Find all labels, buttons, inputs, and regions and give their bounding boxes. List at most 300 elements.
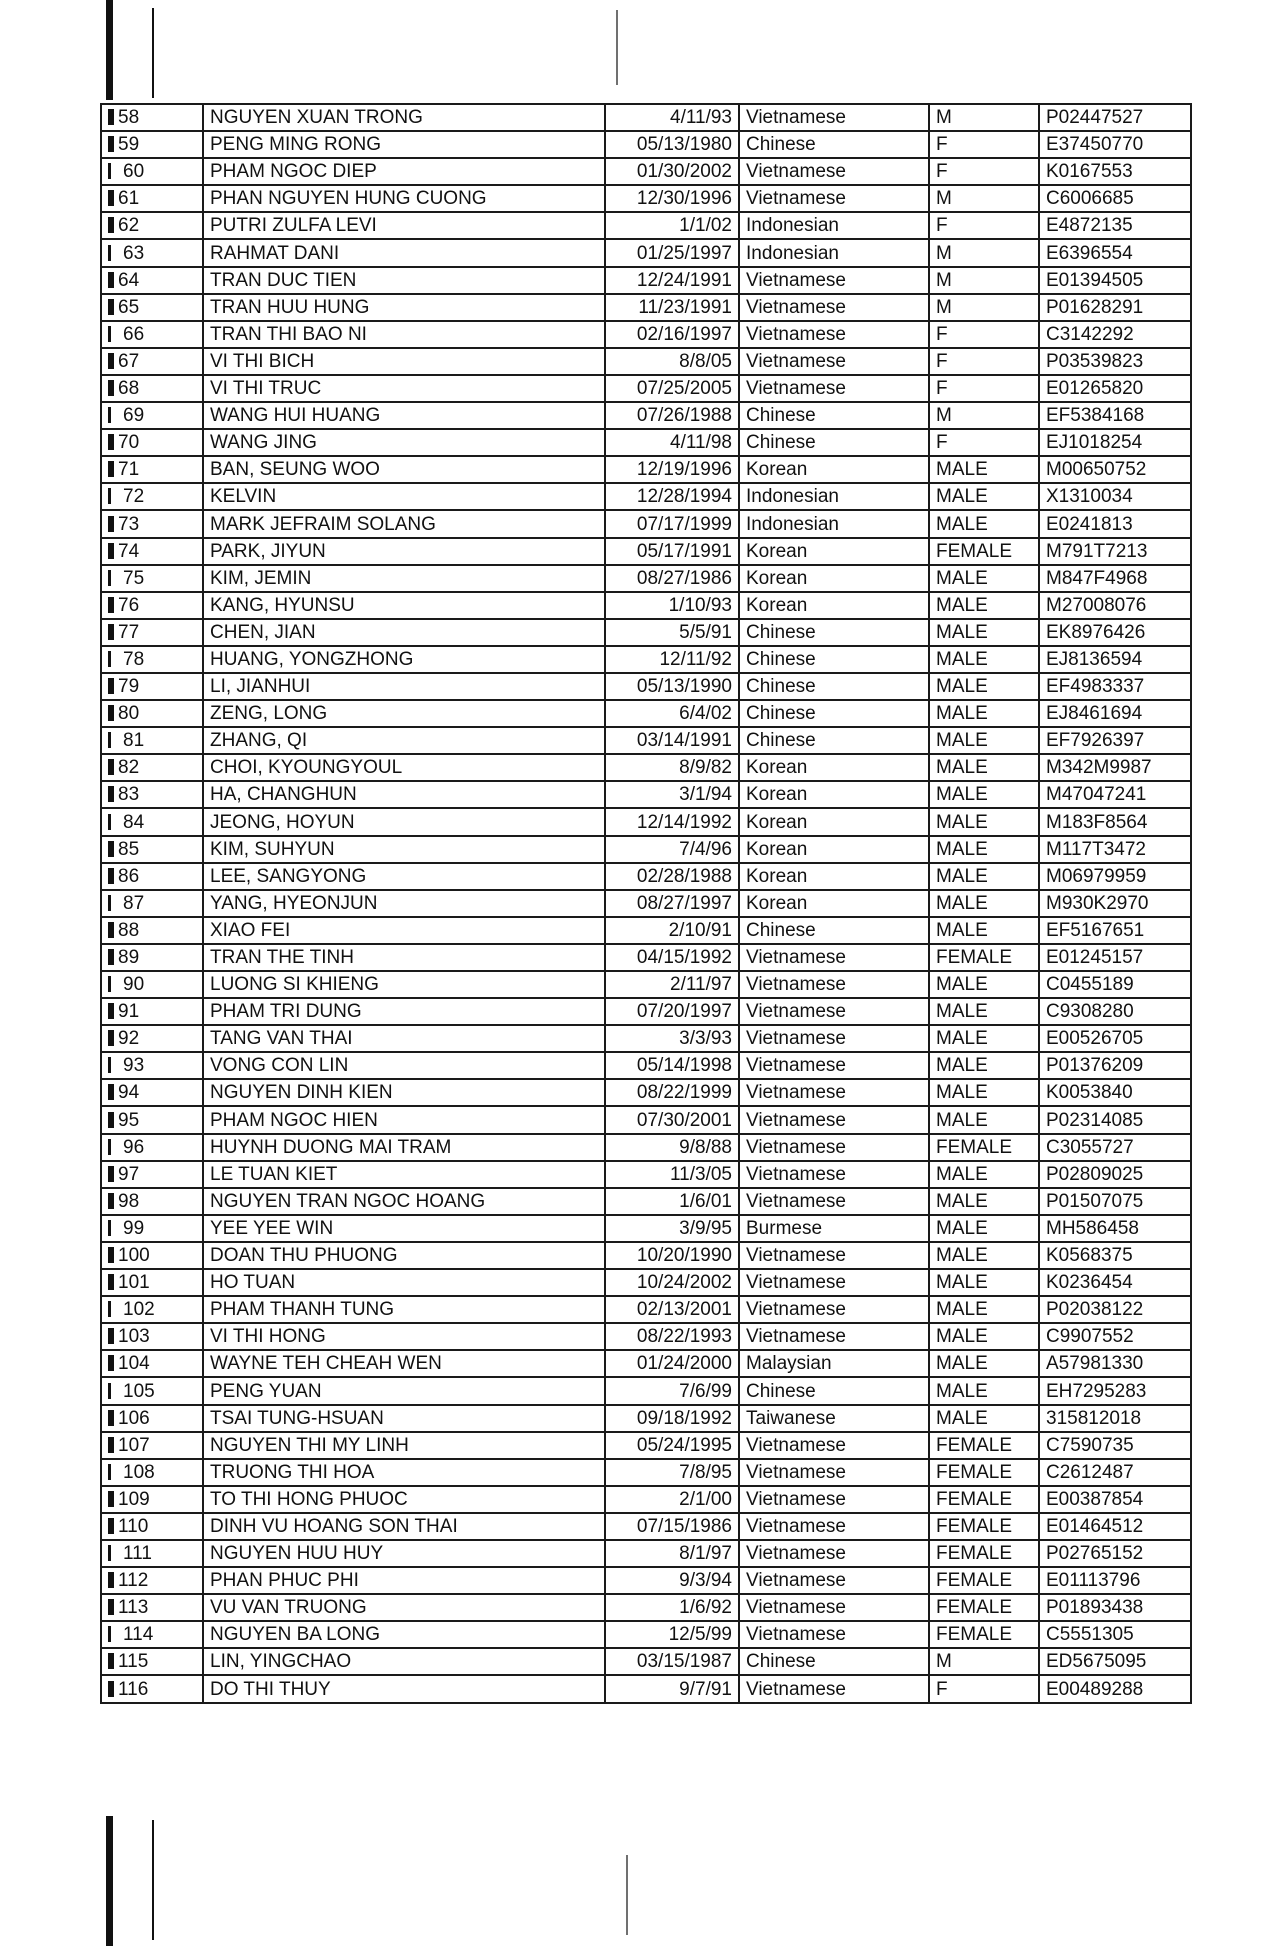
row-number-cell xyxy=(101,483,203,510)
date-of-birth-cell xyxy=(605,592,739,619)
row-number-text: 114 xyxy=(123,1624,154,1646)
nationality-text: Vietnamese xyxy=(746,161,846,183)
row-number-text: 86 xyxy=(118,865,140,887)
row-number-text: 78 xyxy=(123,648,145,670)
passport-number-cell xyxy=(1039,1242,1191,1269)
row-number-cell xyxy=(101,1323,203,1350)
gender-text: F xyxy=(936,161,948,183)
gender-cell xyxy=(929,429,1039,456)
name-cell xyxy=(203,1025,605,1052)
date-of-birth-cell xyxy=(605,1405,739,1432)
row-number-cell xyxy=(101,456,203,483)
date-of-birth-text: 07/15/1986 xyxy=(636,1515,732,1537)
date-of-birth-text: 9/3/94 xyxy=(679,1570,732,1592)
passport-number-cell xyxy=(1039,646,1191,673)
name-cell xyxy=(203,727,605,754)
name-cell xyxy=(203,267,605,294)
nationality-text: Burmese xyxy=(746,1217,823,1239)
table-row xyxy=(101,1134,1191,1161)
passport-number-text: EF5384168 xyxy=(1046,405,1145,427)
date-of-birth-text: 01/25/1997 xyxy=(636,242,732,264)
gender-text: F xyxy=(936,350,948,372)
gender-cell xyxy=(929,1161,1039,1188)
date-of-birth-cell xyxy=(605,1052,739,1079)
gender-text: MALE xyxy=(936,486,988,508)
nationality-text: Vietnamese xyxy=(746,1190,846,1212)
row-number-text: 75 xyxy=(123,567,145,589)
date-of-birth-cell xyxy=(605,1594,739,1621)
passport-number-cell xyxy=(1039,565,1191,592)
name-cell xyxy=(203,185,605,212)
date-of-birth-cell xyxy=(605,104,739,131)
name-text: NGUYEN THI MY LINH xyxy=(210,1434,409,1456)
table-row xyxy=(101,565,1191,592)
table-row xyxy=(101,1052,1191,1079)
name-cell xyxy=(203,1513,605,1540)
gender-cell xyxy=(929,1377,1039,1404)
date-of-birth-cell xyxy=(605,483,739,510)
date-of-birth-cell xyxy=(605,456,739,483)
row-number-cell xyxy=(101,429,203,456)
nationality-cell xyxy=(739,754,929,781)
scan-mark-icon xyxy=(108,299,114,315)
passport-number-text: M47047241 xyxy=(1046,784,1147,806)
row-number-cell xyxy=(101,321,203,348)
gender-cell xyxy=(929,158,1039,185)
nationality-cell xyxy=(739,1540,929,1567)
gender-text: MALE xyxy=(936,1299,988,1321)
passport-number-text: C3142292 xyxy=(1046,323,1134,345)
table-row xyxy=(101,1675,1191,1702)
name-text: VI THI TRUC xyxy=(210,378,322,400)
gender-text: MALE xyxy=(936,459,988,481)
name-text: DOAN THU PHUONG xyxy=(210,1245,398,1267)
name-cell xyxy=(203,808,605,835)
name-cell xyxy=(203,673,605,700)
date-of-birth-cell xyxy=(605,158,739,185)
table-row xyxy=(101,429,1191,456)
passport-number-text: E00526705 xyxy=(1046,1028,1144,1050)
gender-cell xyxy=(929,890,1039,917)
nationality-cell xyxy=(739,1215,929,1242)
nationality-cell xyxy=(739,1405,929,1432)
name-cell xyxy=(203,890,605,917)
row-number-cell xyxy=(101,267,203,294)
passport-number-text: E01394505 xyxy=(1046,269,1144,291)
row-number-cell xyxy=(101,1269,203,1296)
passport-number-cell xyxy=(1039,1621,1191,1648)
passport-number-cell xyxy=(1039,971,1191,998)
nationality-cell xyxy=(739,700,929,727)
passport-number-text: C7590735 xyxy=(1046,1434,1134,1456)
row-number-cell xyxy=(101,863,203,890)
scan-mark-icon xyxy=(108,1030,114,1046)
row-number-text: 87 xyxy=(123,892,145,914)
nationality-text: Vietnamese xyxy=(746,269,846,291)
gender-text: MALE xyxy=(936,1326,988,1348)
row-number-cell xyxy=(101,1079,203,1106)
row-number-cell xyxy=(101,239,203,266)
row-number-cell xyxy=(101,646,203,673)
nationality-cell xyxy=(739,565,929,592)
nationality-cell xyxy=(739,1648,929,1675)
nationality-cell xyxy=(739,971,929,998)
passport-number-cell xyxy=(1039,510,1191,537)
table-row xyxy=(101,808,1191,835)
nationality-text: Indonesian xyxy=(746,513,839,535)
nationality-text: Korean xyxy=(746,811,808,833)
name-text: TRAN THI BAO NI xyxy=(210,323,367,345)
scan-mark-icon xyxy=(108,1274,114,1290)
name-text: VI THI BICH xyxy=(210,350,315,372)
gender-text: MALE xyxy=(936,784,988,806)
nationality-text: Vietnamese xyxy=(746,188,846,210)
name-cell xyxy=(203,104,605,131)
name-text: VU VAN TRUONG xyxy=(210,1597,367,1619)
nationality-text: Indonesian xyxy=(746,215,839,237)
name-cell xyxy=(203,565,605,592)
name-cell xyxy=(203,212,605,239)
date-of-birth-text: 05/13/1990 xyxy=(636,676,732,698)
gender-text: MALE xyxy=(936,892,988,914)
table-row xyxy=(101,1025,1191,1052)
gender-cell xyxy=(929,754,1039,781)
passport-number-cell xyxy=(1039,1648,1191,1675)
name-cell xyxy=(203,1567,605,1594)
date-of-birth-text: 4/11/93 xyxy=(670,107,732,129)
nationality-cell xyxy=(739,1350,929,1377)
nationality-cell xyxy=(739,917,929,944)
gender-cell xyxy=(929,1215,1039,1242)
date-of-birth-text: 3/1/94 xyxy=(679,784,732,806)
name-text: HUANG, YONGZHONG xyxy=(210,648,414,670)
date-of-birth-text: 5/5/91 xyxy=(679,621,732,643)
gender-cell xyxy=(929,1405,1039,1432)
passport-number-text: C9308280 xyxy=(1046,1001,1134,1023)
gender-text: FEMALE xyxy=(936,1488,1013,1510)
row-number-text: 74 xyxy=(118,540,140,562)
passport-number-cell xyxy=(1039,348,1191,375)
row-number-text: 105 xyxy=(123,1380,155,1402)
name-cell xyxy=(203,1405,605,1432)
scan-mark-icon xyxy=(108,1003,114,1019)
passport-number-cell xyxy=(1039,1513,1191,1540)
name-cell xyxy=(203,1161,605,1188)
gender-cell xyxy=(929,944,1039,971)
passport-number-text: ED5675095 xyxy=(1046,1651,1147,1673)
date-of-birth-cell xyxy=(605,863,739,890)
date-of-birth-text: 04/15/1992 xyxy=(636,947,732,968)
gender-text: M xyxy=(936,405,952,427)
name-cell xyxy=(203,1106,605,1133)
table-row xyxy=(101,212,1191,239)
scan-mark-icon xyxy=(108,1139,111,1155)
date-of-birth-text: 03/14/1991 xyxy=(636,730,732,752)
passport-number-cell xyxy=(1039,1296,1191,1323)
row-number-cell xyxy=(101,998,203,1025)
name-cell xyxy=(203,483,605,510)
row-number-text: 93 xyxy=(123,1055,145,1077)
row-number-text: 96 xyxy=(123,1136,145,1158)
nationality-text: Vietnamese xyxy=(746,1055,846,1077)
table-row xyxy=(101,375,1191,402)
name-text: JEONG, HOYUN xyxy=(210,811,355,833)
name-text: PARK, JIYUN xyxy=(210,540,326,562)
date-of-birth-cell xyxy=(605,1567,739,1594)
scan-artifact-top-center xyxy=(616,10,618,85)
gender-text: M xyxy=(936,242,952,264)
nationality-text: Vietnamese xyxy=(746,1543,846,1565)
name-text: MARK JEFRAIM SOLANG xyxy=(210,513,436,535)
gender-text: M xyxy=(936,296,952,318)
gender-cell xyxy=(929,131,1039,158)
name-text: NGUYEN XUAN TRONG xyxy=(210,107,423,129)
nationality-text: Vietnamese xyxy=(746,1624,846,1646)
row-number-text: 71 xyxy=(118,459,140,481)
name-text: WAYNE TEH CHEAH WEN xyxy=(210,1353,442,1375)
row-number-cell xyxy=(101,673,203,700)
nationality-cell xyxy=(739,1134,929,1161)
date-of-birth-text: 12/24/1991 xyxy=(636,269,732,291)
table-row xyxy=(101,158,1191,185)
gender-cell xyxy=(929,673,1039,700)
row-number-cell xyxy=(101,158,203,185)
gender-cell xyxy=(929,1269,1039,1296)
nationality-text: Korean xyxy=(746,892,808,914)
gender-text: MALE xyxy=(936,1190,988,1212)
row-number-cell xyxy=(101,727,203,754)
name-text: PENG YUAN xyxy=(210,1380,322,1402)
scan-mark-icon xyxy=(108,1112,114,1128)
gender-cell xyxy=(929,592,1039,619)
row-number-cell xyxy=(101,1459,203,1486)
row-number-cell xyxy=(101,185,203,212)
passport-number-text: C5551305 xyxy=(1046,1624,1134,1646)
name-cell xyxy=(203,538,605,565)
passport-number-cell xyxy=(1039,1079,1191,1106)
name-text: ZENG, LONG xyxy=(210,703,328,725)
roster-table xyxy=(100,103,1192,1704)
name-cell xyxy=(203,375,605,402)
gender-cell xyxy=(929,1567,1039,1594)
date-of-birth-text: 07/17/1999 xyxy=(636,513,732,535)
passport-number-text: EJ8136594 xyxy=(1046,648,1143,670)
gender-text: FEMALE xyxy=(936,1434,1013,1456)
passport-number-cell xyxy=(1039,700,1191,727)
scan-mark-icon xyxy=(108,1084,114,1100)
passport-number-cell xyxy=(1039,104,1191,131)
nationality-cell xyxy=(739,619,929,646)
passport-number-text: E00489288 xyxy=(1046,1678,1144,1700)
row-number-text: 90 xyxy=(123,974,145,996)
date-of-birth-text: 8/9/82 xyxy=(679,757,732,779)
table-row xyxy=(101,1459,1191,1486)
passport-number-cell xyxy=(1039,538,1191,565)
date-of-birth-cell xyxy=(605,1215,739,1242)
passport-number-text: E01245157 xyxy=(1046,947,1144,968)
passport-number-cell xyxy=(1039,592,1191,619)
date-of-birth-text: 07/26/1988 xyxy=(636,405,732,427)
gender-text: F xyxy=(936,134,948,156)
name-text: LI, JIANHUI xyxy=(210,676,311,698)
row-number-cell xyxy=(101,1242,203,1269)
scan-mark-icon xyxy=(108,1681,114,1697)
row-number-text: 104 xyxy=(118,1353,150,1375)
table-row xyxy=(101,402,1191,429)
date-of-birth-cell xyxy=(605,239,739,266)
gender-text: F xyxy=(936,432,948,454)
date-of-birth-cell xyxy=(605,1675,739,1702)
row-number-cell xyxy=(101,890,203,917)
scan-mark-icon xyxy=(108,895,111,911)
date-of-birth-text: 08/27/1986 xyxy=(636,567,732,589)
date-of-birth-cell xyxy=(605,1079,739,1106)
name-text: LEE, SANGYONG xyxy=(210,865,367,887)
passport-number-cell xyxy=(1039,1377,1191,1404)
name-text: HUYNH DUONG MAI TRAM xyxy=(210,1136,452,1158)
name-text: XIAO FEI xyxy=(210,919,291,941)
row-number-cell xyxy=(101,971,203,998)
scan-mark-icon xyxy=(108,1383,111,1399)
row-number-cell xyxy=(101,1377,203,1404)
row-number-text: 66 xyxy=(123,323,145,345)
gender-cell xyxy=(929,456,1039,483)
date-of-birth-cell xyxy=(605,1432,739,1459)
row-number-cell xyxy=(101,1567,203,1594)
scan-mark-icon xyxy=(108,1572,114,1588)
name-cell xyxy=(203,402,605,429)
gender-cell xyxy=(929,781,1039,808)
row-number-text: 116 xyxy=(118,1678,149,1700)
name-text: PUTRI ZULFA LEVI xyxy=(210,215,377,237)
date-of-birth-cell xyxy=(605,1188,739,1215)
passport-number-text: C3055727 xyxy=(1046,1136,1134,1158)
date-of-birth-text: 07/20/1997 xyxy=(636,1001,732,1023)
row-number-text: 83 xyxy=(118,784,140,806)
passport-number-cell xyxy=(1039,727,1191,754)
scan-mark-icon xyxy=(108,516,114,532)
name-text: KIM, JEMIN xyxy=(210,567,312,589)
nationality-text: Korean xyxy=(746,838,808,860)
nationality-cell xyxy=(739,212,929,239)
row-number-text: 73 xyxy=(118,513,140,535)
name-text: RAHMAT DANI xyxy=(210,242,340,264)
passport-number-cell xyxy=(1039,267,1191,294)
gender-cell xyxy=(929,294,1039,321)
name-cell xyxy=(203,1296,605,1323)
name-text: KIM, SUHYUN xyxy=(210,838,335,860)
row-number-cell xyxy=(101,294,203,321)
scan-mark-icon xyxy=(108,1328,114,1344)
row-number-text: 62 xyxy=(118,215,140,237)
nationality-cell xyxy=(739,510,929,537)
date-of-birth-text: 7/4/96 xyxy=(679,838,732,860)
name-cell xyxy=(203,646,605,673)
gender-text: MALE xyxy=(936,567,988,589)
nationality-cell xyxy=(739,1296,929,1323)
date-of-birth-cell xyxy=(605,1134,739,1161)
nationality-text: Korean xyxy=(746,784,808,806)
name-cell xyxy=(203,1134,605,1161)
row-number-cell xyxy=(101,1188,203,1215)
passport-number-text: C6006685 xyxy=(1046,188,1134,210)
scan-mark-icon xyxy=(108,570,111,586)
scan-mark-icon xyxy=(108,1464,111,1480)
gender-cell xyxy=(929,538,1039,565)
scan-mark-icon xyxy=(108,1599,114,1615)
date-of-birth-text: 02/28/1988 xyxy=(636,865,732,887)
nationality-cell xyxy=(739,348,929,375)
row-number-text: 68 xyxy=(118,378,140,400)
gender-text: FEMALE xyxy=(936,540,1013,562)
passport-number-text: K0568375 xyxy=(1046,1245,1133,1267)
name-text: YANG, HYEONJUN xyxy=(210,892,378,914)
name-text: VONG CON LIN xyxy=(210,1055,349,1077)
roster-table-body xyxy=(101,104,1191,1703)
gender-cell xyxy=(929,1513,1039,1540)
date-of-birth-text: 10/20/1990 xyxy=(636,1245,732,1267)
nationality-text: Vietnamese xyxy=(746,378,846,400)
name-cell xyxy=(203,1621,605,1648)
row-number-cell xyxy=(101,1025,203,1052)
gender-text: MALE xyxy=(936,1353,988,1375)
gender-text: MALE xyxy=(936,594,988,616)
table-row xyxy=(101,863,1191,890)
gender-cell xyxy=(929,1242,1039,1269)
row-number-cell xyxy=(101,104,203,131)
passport-number-text: E6396554 xyxy=(1046,242,1133,264)
name-cell xyxy=(203,1675,605,1702)
nationality-text: Vietnamese xyxy=(746,1163,846,1185)
name-text: PHAM NGOC DIEP xyxy=(210,161,377,183)
scan-mark-icon xyxy=(108,434,114,450)
passport-number-text: K0236454 xyxy=(1046,1272,1133,1294)
scan-mark-icon xyxy=(108,678,114,694)
nationality-text: Korean xyxy=(746,567,808,589)
nationality-text: Vietnamese xyxy=(746,947,846,968)
date-of-birth-cell xyxy=(605,131,739,158)
passport-number-text: MH586458 xyxy=(1046,1217,1139,1239)
table-row xyxy=(101,727,1191,754)
date-of-birth-text: 8/8/05 xyxy=(679,350,732,372)
passport-number-text: C2612487 xyxy=(1046,1461,1134,1483)
passport-number-cell xyxy=(1039,1432,1191,1459)
gender-text: MALE xyxy=(936,1001,988,1023)
scan-mark-icon xyxy=(108,217,114,233)
row-number-text: 111 xyxy=(123,1543,152,1565)
row-number-text: 58 xyxy=(118,107,140,129)
table-row xyxy=(101,321,1191,348)
gender-text: MALE xyxy=(936,919,988,941)
nationality-text: Chinese xyxy=(746,919,816,941)
passport-number-text: P02314085 xyxy=(1046,1109,1144,1131)
row-number-text: 82 xyxy=(118,757,140,779)
nationality-cell xyxy=(739,944,929,971)
name-text: WANG JING xyxy=(210,432,317,454)
passport-number-text: P02447527 xyxy=(1046,107,1144,129)
row-number-cell xyxy=(101,944,203,971)
name-cell xyxy=(203,700,605,727)
nationality-text: Vietnamese xyxy=(746,1028,846,1050)
scan-mark-icon xyxy=(108,272,114,288)
date-of-birth-cell xyxy=(605,998,739,1025)
scan-mark-icon xyxy=(108,651,111,667)
gender-text: F xyxy=(936,215,948,237)
name-cell xyxy=(203,1486,605,1513)
table-row xyxy=(101,1513,1191,1540)
table-row xyxy=(101,754,1191,781)
row-number-cell xyxy=(101,348,203,375)
